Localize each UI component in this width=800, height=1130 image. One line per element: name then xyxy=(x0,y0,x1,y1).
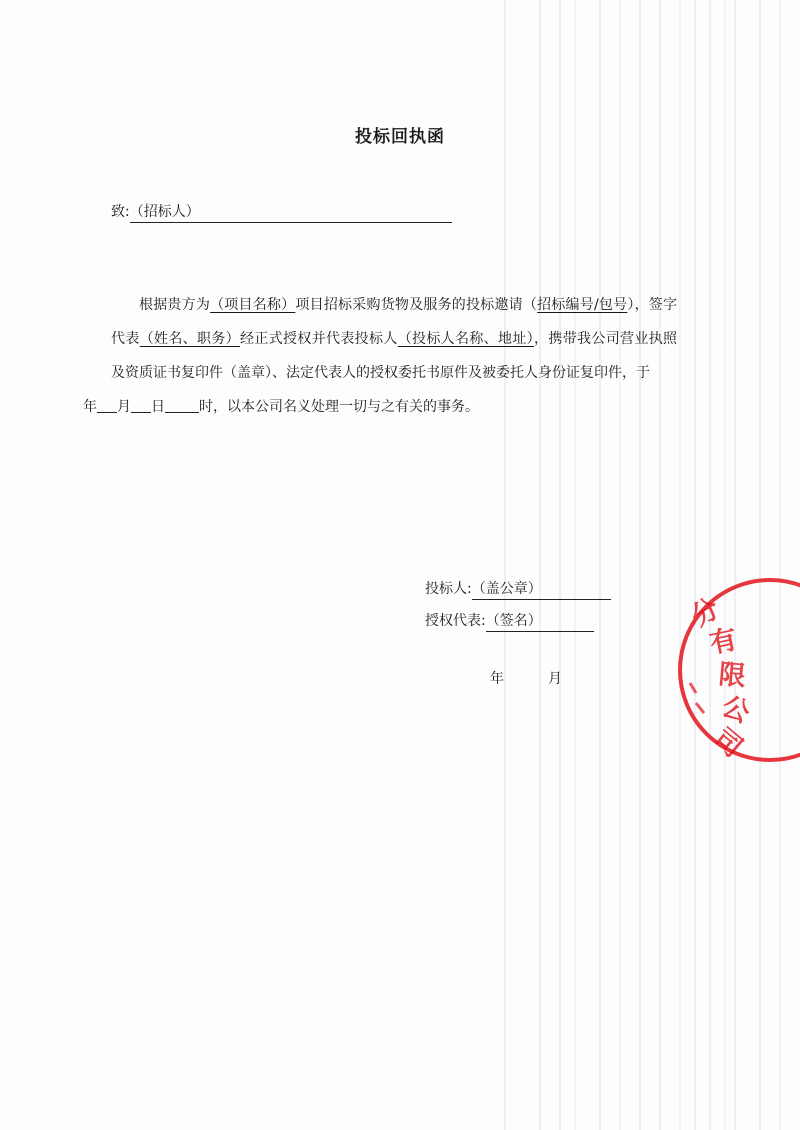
para-text-4: 经正式授权并代表投标人 xyxy=(240,331,398,347)
signature-date-row xyxy=(490,668,562,688)
year-label: 年 xyxy=(83,399,97,415)
day-label: 日 xyxy=(151,399,165,415)
time-blank xyxy=(165,398,199,413)
month-blank xyxy=(97,398,117,413)
month-label: 月 xyxy=(117,399,131,415)
svg-text:限: 限 xyxy=(717,659,747,693)
bidder-seal-field xyxy=(472,578,611,600)
representative-label: 授权代表: xyxy=(425,613,486,629)
para-text-5: ，携带我公司营业执照及资质证书复印件（盖章）、法定代表人的授权委托书原件及被委托人身份证复印件，于 xyxy=(111,331,678,381)
para-text-1: 根据贵方为 xyxy=(139,297,211,313)
signature-month-label: 月 xyxy=(548,671,562,687)
addressee-field xyxy=(130,201,452,223)
bidder-name-field: （投标人名称、地址） xyxy=(397,331,535,347)
signature-year-label: 年 xyxy=(490,671,504,687)
svg-text:司: 司 xyxy=(707,722,749,764)
body-paragraph xyxy=(83,288,678,424)
project-name-field: （项目名称） xyxy=(210,297,296,313)
para-text-6: 时，以本公司名义处理一切与之有关的事务。 xyxy=(199,399,479,415)
addressee-placeholder: （招标人） xyxy=(129,204,200,220)
representative-signature-row xyxy=(425,610,594,632)
para-text-3: ），签字代表 xyxy=(111,297,678,347)
bidder-signature-row xyxy=(425,578,611,600)
svg-text:公: 公 xyxy=(717,690,755,730)
representative-sign-placeholder: （签名） xyxy=(485,613,542,629)
document-title: 投标回执函 xyxy=(355,127,445,147)
svg-text:有: 有 xyxy=(707,623,740,660)
representative-sign-field xyxy=(486,610,594,632)
representative-name-field: （姓名、职务） xyxy=(139,331,241,347)
para-text-2: 项目招标采购货物及服务的投标邀请（ xyxy=(295,297,538,313)
addressee-label: 致: xyxy=(111,204,130,220)
company-seal-stamp xyxy=(640,575,800,765)
bid-number-field: 招标编号/包号 xyxy=(537,297,628,313)
addressee-line xyxy=(111,201,452,223)
bidder-seal-placeholder: （盖公章） xyxy=(471,581,542,597)
svg-text:分: 分 xyxy=(686,592,725,634)
bidder-label: 投标人: xyxy=(425,581,472,597)
day-blank xyxy=(131,398,151,413)
